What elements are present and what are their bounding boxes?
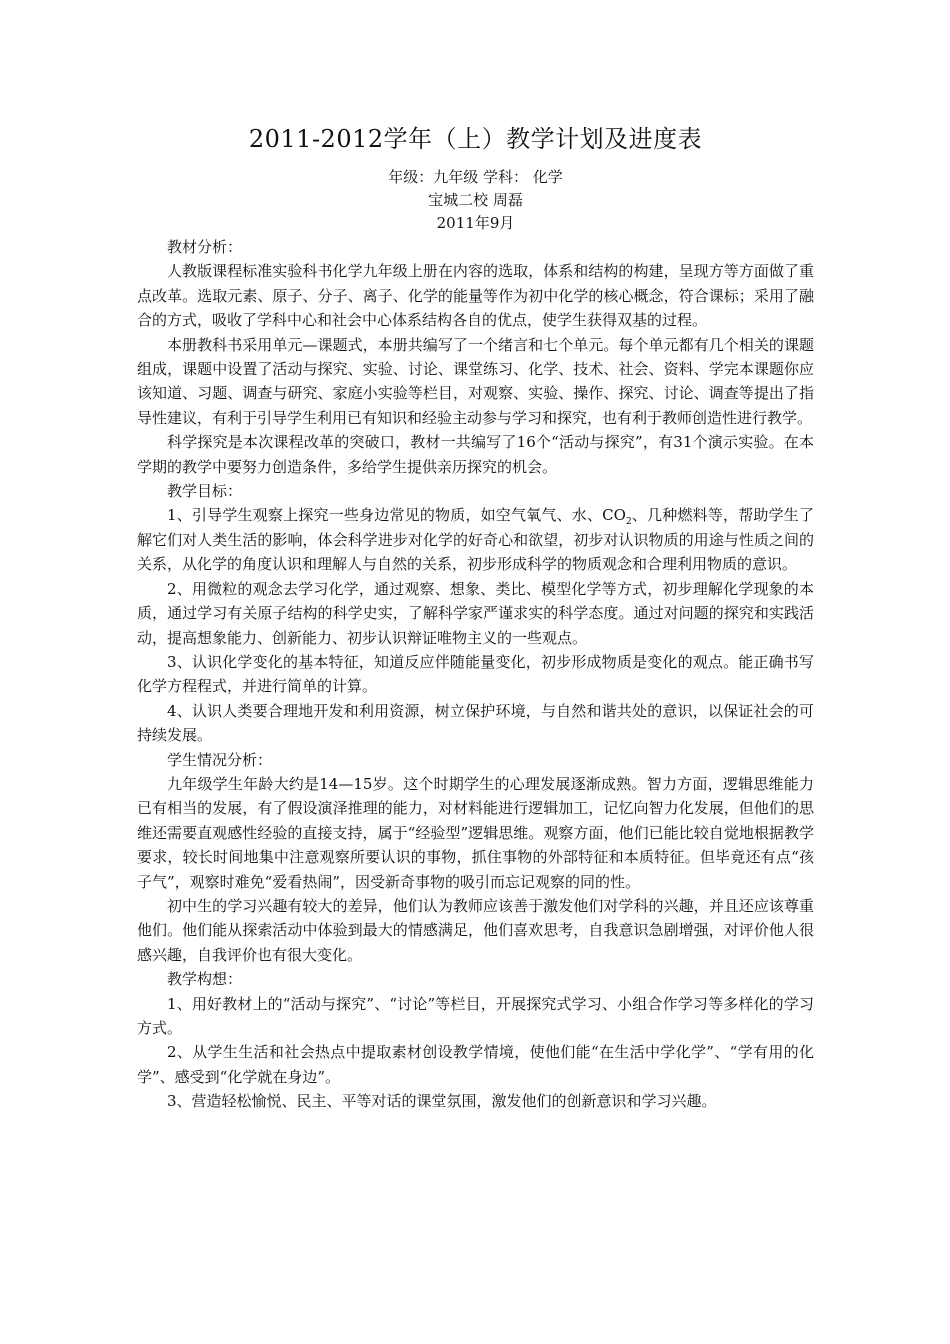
document-page [137,122,814,1114]
teaching-goal-item: 4、认识人类要合理地开发和利用资源，树立保护环境，与自然和谐共处的意识，以保证社会的可持续发展。 [137,701,814,745]
teaching-goal-item [137,503,814,576]
teaching-goal-item: 2、用微粒的观念去学习化学，通过观察、想象、类比、模型化学等方式，初步理解化学现象的本质，通过学习有关原子结构的科学史实，了解科学家严谨求实的科学态度。通过对问题的探究和实践活动，提高想象能力、创新能力、初步认识辩证唯物主义的一些观点。 [137,579,814,647]
section-heading-student-analysis: 学生情况分析： [167,750,273,769]
teaching-concept-item: 1、用好教材上的“活动与探究”、“讨论”等栏目，开展探究式学习、小组合作学习等多样化的学习方式。 [137,994,814,1037]
textbook-analysis-paragraph: 人教版课程标准实验科书化学九年级上册在内容的选取，体系和结构的构建，呈现方等方面做了重点改革。选取元素、原子、分子、离子、化学的能量等作为初中化学的核心概念，符合课标；采用了融合的方式，吸收了学科中心和社会中心体系结构各自的优点，使学生获得双基的过程。 [137,262,814,330]
section-heading-teaching-goals: 教学目标： [167,482,243,501]
date-line: 2011年9月 [436,214,515,232]
teaching-goal-item: 3、认识化学变化的基本特征，知道反应伴随能量变化，初步形成物质是变化的观点。能正确书写化学方程程式，并进行简单的计算。 [137,652,814,696]
teaching-concept-item: 2、从学生生活和社会热点中提取素材创设教学情境，使他们能“在生活中学化学”、“学有用的化学”、感受到“化学就在身边”。 [137,1043,814,1086]
textbook-analysis-paragraph: 本册教科书采用单元—课题式，本册共编写了一个绪言和七个单元。每个单元都有几个相关的课题组成，课题中设置了活动与探究、实验、讨论、课堂练习、化学、技术、社会、资料、学完本课题你应该知道、习题、调查与研究、家庭小实验等栏目，对观察、实验、操作、探究、讨论、调查等提出了指导性建议，有利于引导学生利用已有知识和经验主动参与学习和探究，也有利于教师创造性进行教学。 [137,335,814,427]
subscript: 2 [625,517,632,528]
student-analysis-paragraph: 初中生的学习兴趣有较大的差异，他们认为教师应该善于激发他们对学科的兴趣，并且还应该尊重他们。他们能从探索活动中体验到最大的情感满足，他们喜欢思考，自我意识急剧增强，对评价他人很感兴趣，自我评价也有很大变化。 [137,896,814,964]
student-analysis-paragraph: 九年级学生年龄大约是14—15岁。这个时期学生的心理发展逐渐成熟。智力方面，逻辑思维能力已有相当的发展，有了假设演泽推理的能力，对材料能进行逻辑加工，记忆向智力化发展，但他们的思维还需要直观感性经验的直接支持，属于“经验型”逻辑思维。观察方面，他们已能比较自觉地根据教学要求，较长时间地集中注意观察所要认识的事物，抓住事物的外部特征和本质特征。但毕竟还有点“孩子气”，观察时难免“爱看热闹”，因受新奇事物的吸引而忘记观察的同的性。 [137,774,814,891]
goal-text: 1、引导学生观察上探究一些身边常见的物质，如空气氧气、水、CO [167,506,626,525]
school-teacher-line: 宝城二校 周磊 [428,191,523,209]
teaching-concept-item: 3、营造轻松愉悦、民主、平等对话的课堂氛围，激发他们的创新意识和学习兴趣。 [167,1092,717,1111]
document-title: 2011-2012学年（上）教学计划及进度表 [248,125,703,153]
textbook-analysis-paragraph: 科学探究是本次课程改革的突破口，教材一共编写了16个“活动与探究”，有31个演示实验。在本学期的教学中要努力创造条件，多给学生提供亲历探究的机会。 [137,433,814,476]
section-heading-textbook-analysis: 教材分析： [167,238,243,256]
grade-subject-line: 年级：九年级 学科： 化学 [388,168,563,186]
goal-text: 、几种燃料等，帮助学生了解它们对人类生活的影响，体会科学进步对化学的好奇心和欲望，初步对认识物质的用途与性质之间的关系，从化学的角度认识和理解人与自然的关系，初步形成科学的物质观念和合理利用物质的意识。 [137,506,814,574]
section-heading-teaching-concept: 教学构想： [167,970,243,989]
